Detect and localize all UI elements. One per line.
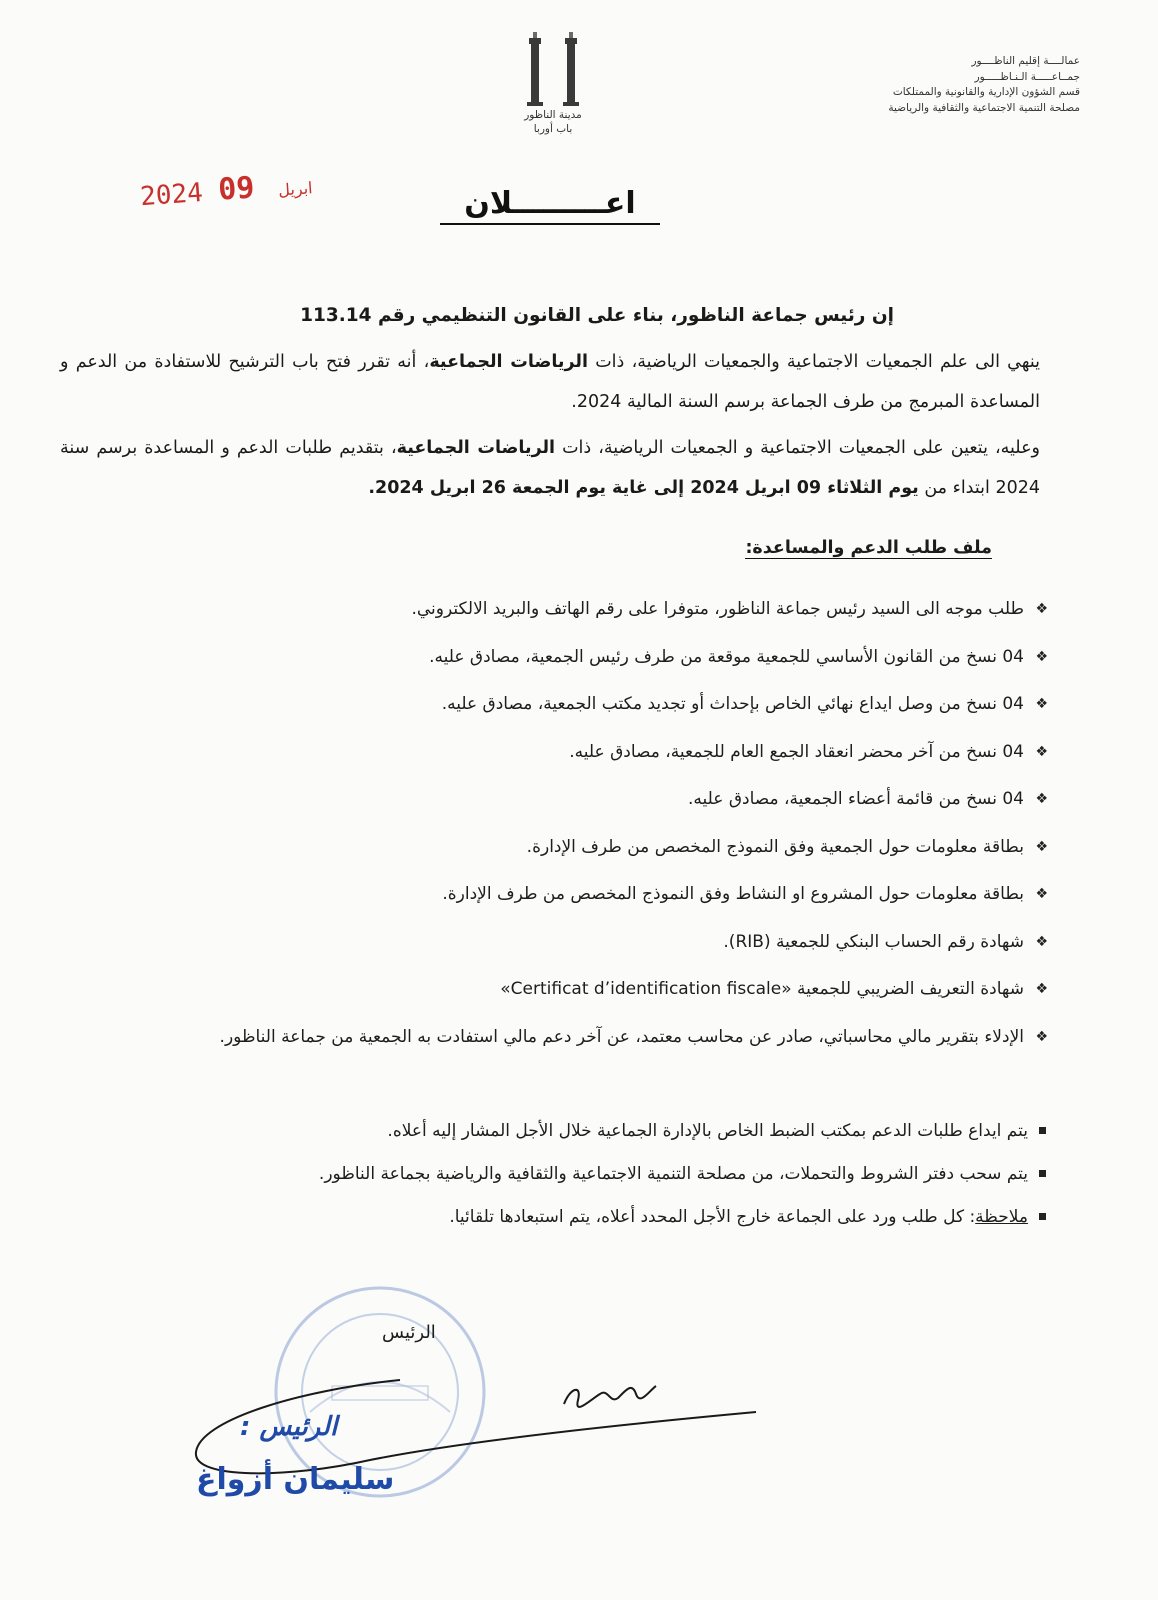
list-item-text: شهادة التعريف الضريبي للجمعية «Certificat d’identification fiscale»	[500, 979, 1024, 999]
square-bullet-icon	[1039, 1127, 1046, 1134]
list-item	[60, 919, 1050, 967]
list-item	[60, 824, 1050, 872]
admin-line: عمالــــة إقليم الناظــــور	[971, 55, 1080, 67]
intro-line: إن رئيس جماعة الناظور، بناء على القانون التنظيمي رقم 113.14	[300, 305, 894, 326]
gate-pillars-icon	[523, 30, 583, 108]
page-title: اعـــــــــلان	[440, 186, 660, 225]
section-title-text: ملف طلب الدعم والمساعدة:	[745, 538, 992, 558]
date-month: ابريل	[277, 178, 314, 200]
list-item	[60, 776, 1050, 824]
note-text: : كل طلب ورد على الجماعة خارج الأجل المحدد أعلاه، يتم استبعادها تلقائيا.	[449, 1207, 976, 1227]
square-bullet-icon	[1039, 1170, 1046, 1177]
note-text: يتم سحب دفتر الشروط والتحملات، من مصلحة التنمية الاجتماعية والثقافية والرياضية بجماعة الناظور.	[318, 1164, 1028, 1184]
list-item	[60, 729, 1050, 777]
diamond-bullet-icon: ❖	[1035, 886, 1048, 902]
required-documents-list	[60, 586, 1050, 1054]
paragraph-1-bold: الرياضات الجماعية	[429, 352, 588, 372]
list-item-text: 04 نسخ من القانون الأساسي للجمعية موقعة من طرف رئيس الجمعية، مصادق عليه.	[429, 646, 1024, 667]
list-item	[60, 1014, 1050, 1054]
paragraph-2-text: وعليه، يتعين على الجمعيات الاجتماعية و الجمعيات الرياضية، ذات	[555, 438, 1040, 458]
list-item-text: بطاقة معلومات حول الجمعية وفق النموذج المخصص من طرف الإدارة.	[526, 836, 1024, 857]
city-logo	[508, 30, 598, 150]
diamond-bullet-icon: ❖	[1035, 838, 1048, 855]
note-item	[60, 1110, 1050, 1153]
section-title	[60, 538, 992, 558]
list-item-text: 04 نسخ من قائمة أعضاء الجمعية، مصادق عليه.	[688, 789, 1024, 809]
date-day: 09	[217, 170, 256, 208]
admin-line: جمــاعـــــة الـنـاظـــــور	[974, 70, 1080, 83]
list-item	[60, 681, 1050, 729]
list-item-text: 04 نسخ من وصل ايداع نهائي الخاص بإحداث أو تجديد مكتب الجمعية، مصادق عليه.	[441, 694, 1024, 714]
list-item-text: بطاقة معلومات حول المشروع او النشاط وفق النموذج المخصص من طرف الإدارة.	[442, 884, 1024, 904]
admin-line: مصلحة التنمية الاجتماعية والثقافية والرياضية	[888, 101, 1080, 114]
list-item	[60, 966, 1050, 1014]
diamond-bullet-icon: ❖	[1035, 743, 1048, 760]
city-name: مدينة الناظور	[524, 109, 582, 121]
notes-list	[60, 1110, 1050, 1239]
list-item-text: 04 نسخ من آخر محضر انعقاد الجمع العام للجمعية، مصادق عليه.	[569, 741, 1024, 762]
paragraph-2-dates: يوم الثلاثاء 09 ابريل 2024 إلى غاية يوم الجمعة 26 ابريل 2024.	[368, 478, 919, 498]
list-item-text: طلب موجه الى السيد رئيس جماعة الناظور، متوفرا على رقم الهاتف والبريد الالكتروني.	[411, 599, 1024, 619]
diamond-bullet-icon: ❖	[1035, 696, 1048, 712]
stamp-signatory-title: الرئيس :	[240, 1412, 338, 1442]
list-item-text: شهادة رقم الحساب البنكي للجمعية (RIB).	[723, 931, 1024, 952]
diamond-bullet-icon: ❖	[1035, 601, 1048, 617]
paragraph-2-text-mid: ، بتقديم طلبات الدعم و المساعدة برسم سنة 2024 ابتداء من	[60, 438, 1040, 498]
diamond-bullet-icon: ❖	[1035, 791, 1048, 807]
note-item	[60, 1153, 1050, 1196]
admin-line: قسم الشؤون الإدارية والقانونية والممتلكات	[892, 86, 1080, 98]
diamond-bullet-icon: ❖	[1035, 1028, 1048, 1045]
paragraph-2	[60, 428, 1040, 508]
note-text: يتم ايداع طلبات الدعم بمكتب الضبط الخاص بالإدارة الجماعية خلال الأجل المشار إليه أعلاه.	[387, 1121, 1028, 1141]
handwritten-date	[139, 166, 321, 213]
list-item	[60, 871, 1050, 919]
diamond-bullet-icon: ❖	[1035, 981, 1048, 997]
date-year: 2024	[139, 177, 204, 213]
note-item	[60, 1196, 1050, 1239]
paragraph-2-bold: الرياضات الجماعية	[396, 438, 556, 458]
diamond-bullet-icon: ❖	[1035, 933, 1048, 950]
signatory-name: سليمان أزواغ	[196, 1462, 395, 1497]
signatory-title: الرئيس	[382, 1322, 436, 1343]
square-bullet-icon	[1039, 1213, 1046, 1220]
list-item	[60, 586, 1050, 634]
note-label: ملاحظة	[975, 1207, 1028, 1227]
paragraph-1	[60, 342, 1040, 422]
list-item-text: الإدلاء بتقرير مالي محاسباتي، صادر عن محاسب معتمد، عن آخر دعم مالي استفادت به الجمعية من جماعة الناظور.	[219, 1026, 1024, 1047]
administration-header	[888, 54, 1080, 116]
paragraph-1-text-end: ، أنه تقرر فتح باب الترشيح للاستفادة من الدعم و المساعدة المبرمج من طرف الجماعة برسم السنة المالية 2024.	[60, 352, 1040, 412]
list-item	[60, 634, 1050, 682]
city-motto: باب أوربا	[533, 123, 573, 135]
paragraph-1-text: ينهي الى علم الجمعيات الاجتماعية والجمعيات الرياضية، ذات	[587, 352, 1040, 372]
diamond-bullet-icon: ❖	[1035, 648, 1048, 665]
